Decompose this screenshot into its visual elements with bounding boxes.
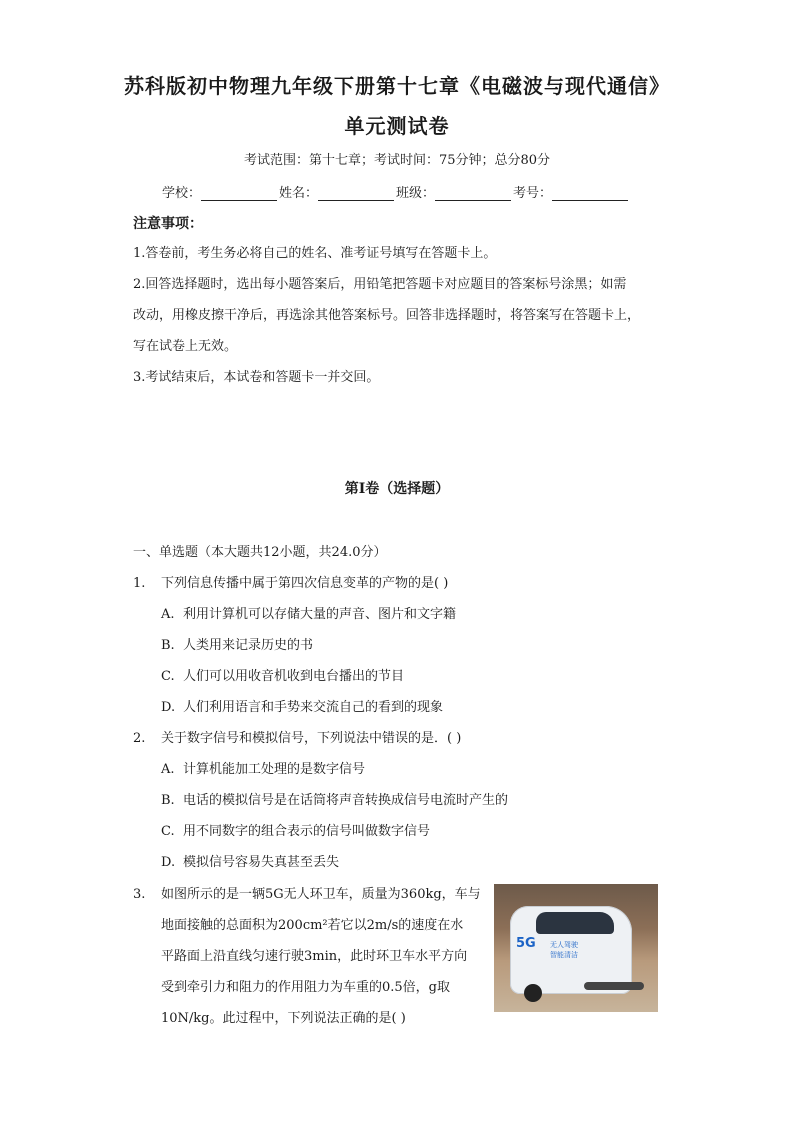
name-label: 姓名： [279,186,319,201]
question-3-text-line-3: 平路面上沿直线匀速行驶3min，此时环卫车水平方向 [161,949,468,964]
school-label: 学校： [162,186,202,201]
notice-item-3: 3.考试结束后，本试卷和答题卡一并交回。 [133,370,380,385]
question-2-option-a[interactable]: A. 计算机能加工处理的是数字信号 [161,762,366,777]
question-1-option-d[interactable]: D. 人们利用语言和手势来交流自己的看到的现象 [161,700,444,715]
question-1-option-a[interactable]: A. 利用计算机可以存储大量的声音、图片和文字籍 [161,607,457,622]
question-2-option-d[interactable]: D. 模拟信号容易失真甚至丢失 [161,855,340,870]
page-title: 苏科版初中物理九年级下册第十七章《电磁波与现代通信》 [124,74,670,98]
exam-scope: 考试范围：第十七章；考试时间：75分钟；总分80分 [243,153,551,168]
question-1-option-b[interactable]: B. 人类用来记录历史的书 [161,638,314,653]
vehicle-wheel [524,984,542,1002]
notice-item-2-line-1: 2.回答选择题时，选出每小题答案后，用铅笔把答题卡对应题目的答案标号涂黑；如需 [133,277,627,292]
question-2-option-b[interactable]: B. 电话的模拟信号是在话筒将声音转换成信号电流时产生的 [161,793,509,808]
question-3 [133,883,481,902]
class-blank[interactable] [435,186,511,201]
5g-badge: 5G [516,936,536,951]
class-label: 班级： [396,186,436,201]
question-text-line-1: 如图所示的是一辆5G无人环卫车，质量为360kg，车与 [161,887,481,902]
vehicle-brush [584,982,644,990]
question-1 [133,572,448,591]
question-3-text-line-2: 地面接触的总面积为200cm²若它以2m/s的速度在水 [161,918,464,933]
question-3-text-line-4: 受到牵引力和阻力的作用阻力为车重的0.5倍，g取 [161,980,450,995]
notice-item-2-line-2: 改动，用橡皮擦干净后，再选涂其他答案标号。回答非选择题时，将答案写在答题卡上， [133,308,641,323]
section-title: 第I卷（选择题） [344,481,450,497]
question-2 [133,727,461,746]
sanitation-vehicle-photo [494,884,658,1012]
question-number: 1. [133,576,146,591]
student-info-fields [162,182,630,201]
notice-item-2-line-3: 写在试卷上无效。 [133,339,238,354]
notice-heading: 注意事项： [133,216,203,232]
exam-number-blank[interactable] [552,186,628,201]
part-heading: 一、单选题（本大题共12小题，共24.0分） [133,545,387,560]
question-1-option-c[interactable]: C. 人们可以用收音机收到电台播出的节目 [161,669,405,684]
vehicle-body [510,906,632,994]
question-number: 2. [133,731,146,746]
vehicle-label: 无人驾驶 智能清洁 [550,941,578,959]
name-blank[interactable] [318,186,394,201]
question-3-text-line-5: 10N/kg。此过程中，下列说法正确的是( ) [161,1011,406,1026]
question-number: 3. [133,887,146,902]
question-text: 下列信息传播中属于第四次信息变革的产物的是( ) [161,576,449,591]
school-blank[interactable] [201,186,277,201]
vehicle-window [536,912,614,934]
page-subtitle: 单元测试卷 [344,114,450,138]
exam-number-label: 考号： [513,186,553,201]
question-text: 关于数字信号和模拟信号，下列说法中错误的是．( ) [161,731,462,746]
question-2-option-c[interactable]: C. 用不同数字的组合表示的信号叫做数字信号 [161,824,431,839]
notice-item-1: 1.答卷前，考生务必将自己的姓名、准考证号填写在答题卡上。 [133,246,497,261]
